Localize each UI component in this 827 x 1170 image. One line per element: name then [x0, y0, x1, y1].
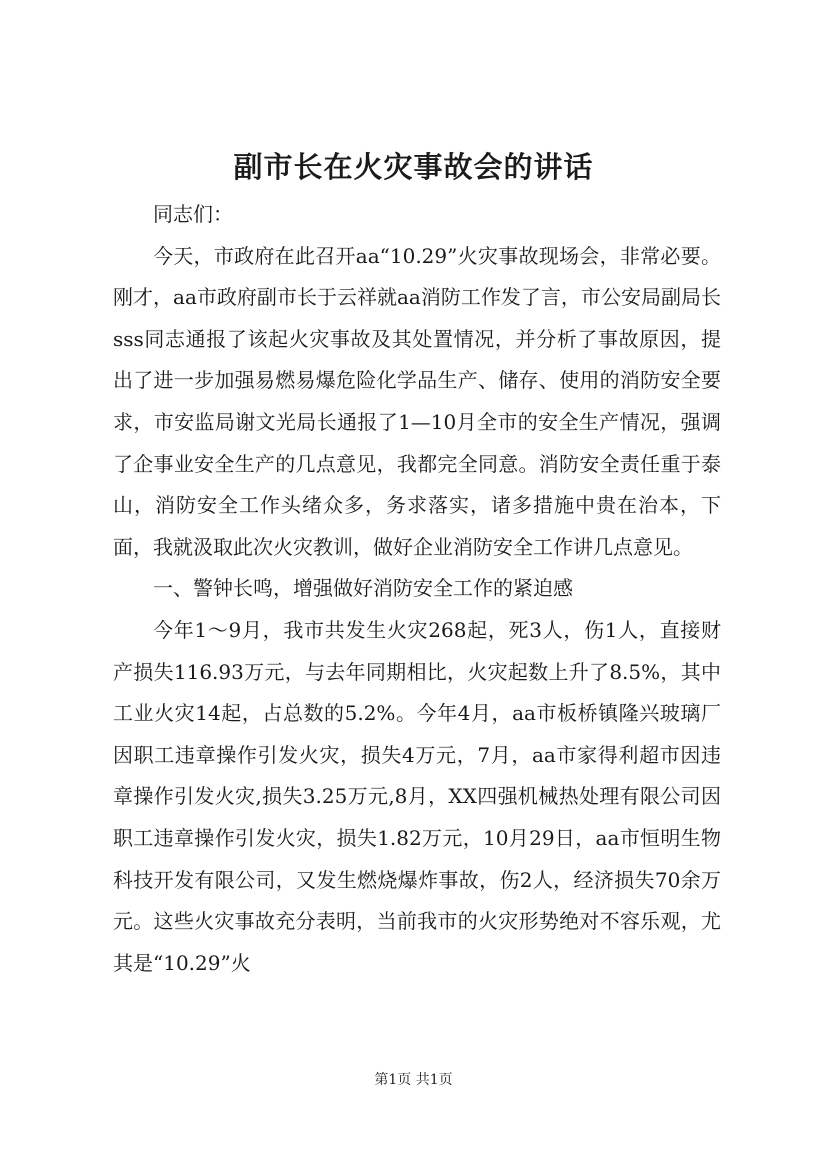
document-body: [113, 194, 721, 984]
page-footer: 第1页 共1页: [374, 1072, 453, 1088]
section-heading: 一、警钟长鸣，增强做好消防安全工作的紧迫感: [153, 576, 573, 601]
intro-paragraph: 今天，市政府在此召开aa“10.29”火灾事故现场会，非常必要。刚才，aa市政府副市长于云祥就aa消防工作发了言，市公安局副局长sss同志通报了该起火灾事故及其处置情况，并分析了事故原因，提出了进一步加强易燃易爆危险化学品生产、储存、使用的消防安全要求，市安监局谢文光局长通报了1—10月全市的安全生产情况，强调了企事业安全生产的几点意见，我都完全同意。消防安全责任重于泰山，消防安全工作头绪众多，务求落实，诸多措施中贵在治本，下面，我就汲取此次火灾教训，做好企业消防安全工作讲几点意见。: [113, 243, 721, 559]
statistics-paragraph: 今年1～9月，我市共发生火灾268起，死3人，伤1人，直接财产损失116.93万元，与去年同期相比，火灾起数上升了8.5%，其中工业火灾14起，占总数的5.2%。今年4月，aa市板桥镇隆兴玻璃厂因职工违章操作引发火灾，损失4万元，7月，aa市家得利超市因违章操作引发火灾,损失3.25万元,8月，XX四强机械热处理有限公司因职工违章操作引发火灾，损失1.82万元，10月29日，aa市恒明生物科技开发有限公司，又发生燃烧爆炸事故，伤2人，经济损失70余万元。这些火灾事故充分表明，当前我市的火灾形势绝对不容乐观，尤其是“10.29”火: [113, 617, 721, 975]
salutation-paragraph: 同志们：: [153, 202, 233, 226]
document-title: 副市长在火灾事故会的讲话: [233, 150, 594, 184]
